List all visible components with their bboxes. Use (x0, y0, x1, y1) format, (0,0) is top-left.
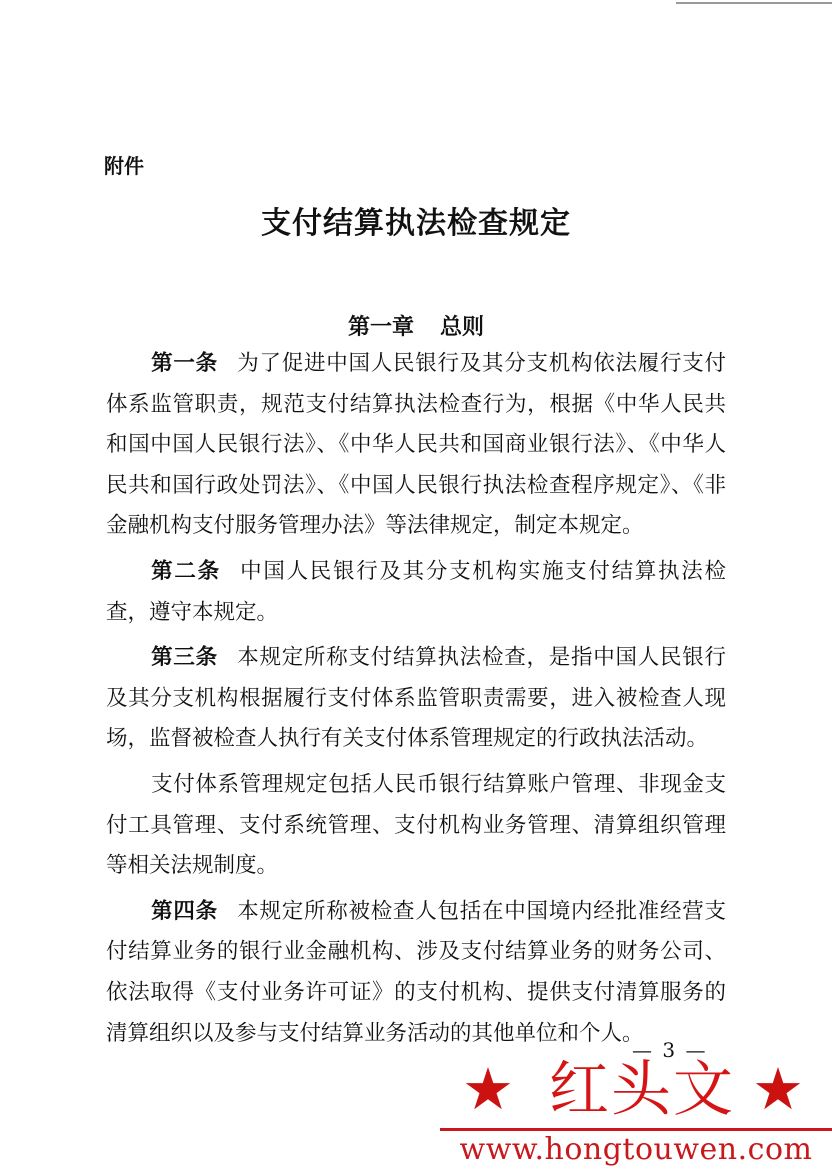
document-body (106, 344, 726, 1059)
star-icon: ★ (462, 1055, 514, 1123)
paragraph-article-3 (106, 638, 726, 760)
article-label: 第三条 (151, 645, 218, 671)
paragraph-text: 本规定所称被检查人包括在中国境内经批准经营支付结算业务的银行业金融机构、涉及支付结算业务的财务公司、依法取得《支付业务许可证》的支付机构、提供支付清算服务的清算组织以及参与支付结算业务活动的其他单位和个人。 (106, 898, 726, 1046)
top-edge-rule (676, 2, 832, 4)
star-icon: ★ (752, 1055, 804, 1123)
page-number: — 3 — (632, 1038, 708, 1062)
watermark-rule (440, 1128, 832, 1131)
paragraph-text: 为了促进中国人民银行及其分支机构依法履行支付体系监管职责，规范支付结算执法检查行为，根据《中华人民共和国中国人民银行法》、《中华人民共和国商业银行法》、《中华人民共和国行政处罚法》、《中国人民银行执法检查程序规定》、《非金融机构支付服务管理办法》等法律规定，制定本规定。 (106, 351, 726, 539)
article-label: 第二条 (151, 558, 221, 584)
paragraph-article-2 (106, 552, 726, 633)
paragraph-article-4 (106, 892, 726, 1054)
paragraph-article-1 (106, 344, 726, 547)
watermark-name: 红头文 (549, 1055, 735, 1125)
watermark-url: www.hongtouwen.com (459, 1132, 813, 1167)
paragraph-text: 支付体系管理规定包括人民币银行结算账户管理、非现金支付工具管理、支付系统管理、支付机构业务管理、清算组织管理等相关法规制度。 (106, 771, 726, 879)
site-watermark (440, 1048, 832, 1169)
article-label: 第一条 (151, 351, 218, 376)
article-label: 第四条 (151, 898, 218, 924)
paragraph-text: 本规定所称支付结算执法检查，是指中国人民银行及其分支机构根据履行支付体系监管职责需要，进入被检查人现场，监督被检查人执行有关支付体系管理规定的行政执法活动。 (106, 645, 726, 752)
chapter-number: 第一章 (347, 315, 414, 340)
chapter-name: 总则 (440, 315, 485, 340)
document-title: 支付结算执法检查规定 (261, 206, 571, 241)
chapter-heading (0, 310, 832, 346)
attachment-label: 附件 (104, 154, 144, 178)
paragraph-article-3-continued (106, 765, 726, 887)
paragraph-text: 中国人民银行及其分支机构实施支付结算执法检查，遵守本规定。 (106, 558, 726, 625)
